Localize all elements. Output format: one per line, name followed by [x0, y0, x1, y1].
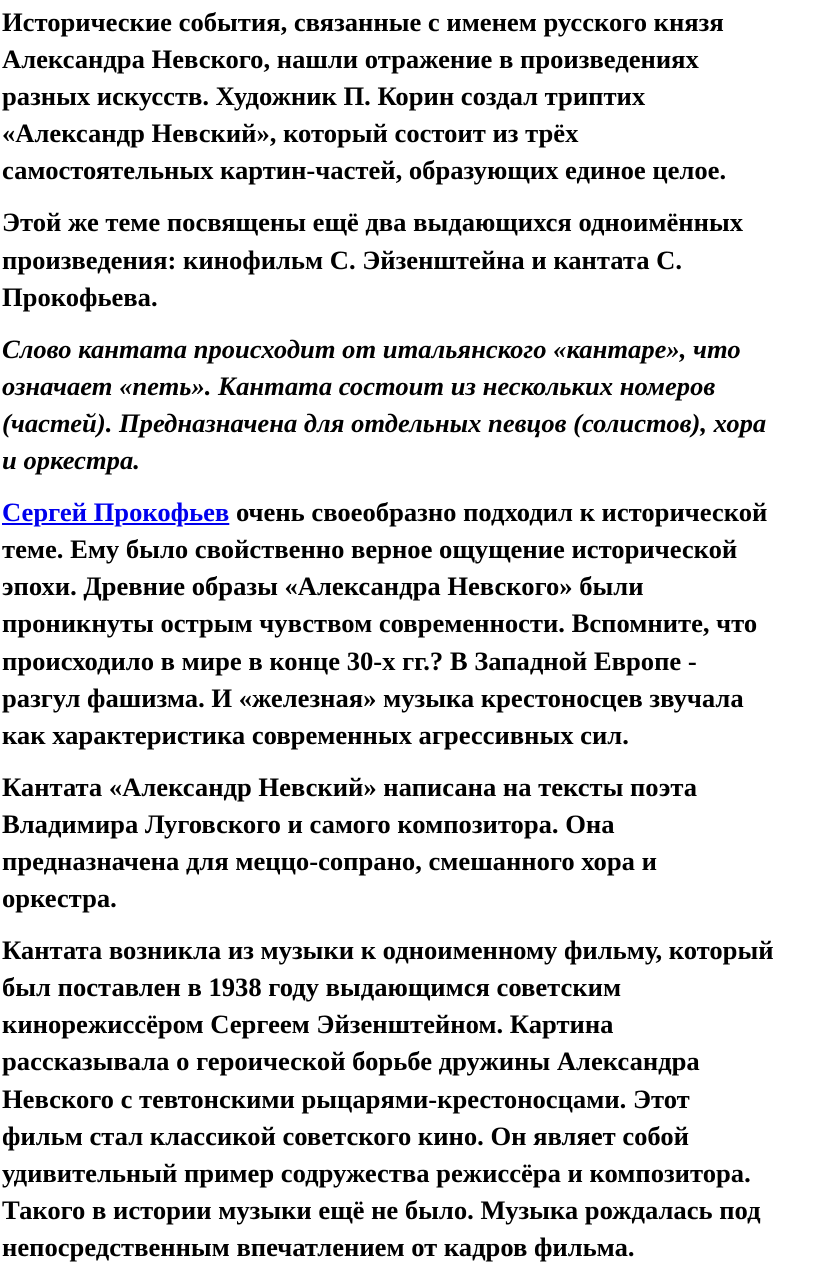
text-line: был поставлен в 1938 году выдающимся советским [2, 972, 622, 1003]
text-line: Кантата «Александр Невский» написана на тексты поэта [2, 771, 698, 802]
text-line: Кантата возникла из музыки к одноименному фильму, который [2, 935, 774, 966]
text-line: Слово кантата происходит от итальянского «кантаре», что [2, 333, 741, 364]
text-line: Исторические события, связанные с именем русского князя [2, 7, 724, 37]
text-line: предназначена для меццо-сопрано, смешанного хора и [2, 845, 657, 876]
text-line: разгул фашизма. И «железная» музыка крестоносцев звучала [2, 682, 744, 713]
text-line: самостоятельных картин-частей, образующих единое целое. [2, 155, 727, 186]
text-line: разных искусств. Художник П. Корин создал триптих [2, 81, 646, 112]
text-line: Такого в истории музыки ещё не было. Музыка рождалась под [2, 1194, 761, 1225]
paragraph-cantata-texts [2, 769, 812, 917]
text-line: Александра Невского, нашли отражение в произведениях [2, 44, 699, 75]
paragraph-triptych [2, 4, 812, 189]
text-line: как характеристика современных агрессивных сил. [2, 719, 629, 750]
text-line: произведения: кинофильм С. Эйзенштейна и кантата С. [2, 244, 683, 275]
text-line: эпохи. Древние образы «Александра Невского» были [2, 571, 644, 602]
text-line: проникнуты острым чувством современности. Вспомните, что [2, 608, 758, 639]
text-fragment: очень своеобразно подходил к исторической [229, 497, 768, 528]
text-line: кинорежиссёром Сергеем Эйзенштейном. Картина [2, 1009, 614, 1040]
paragraph-prokofiev [2, 494, 812, 754]
text-line: «Александр Невский», который состоит из трёх [2, 118, 579, 149]
text-line: фильм стал классикой советского кино. Он являет собой [2, 1120, 689, 1151]
text-line: Владимира Луговского и самого композитора. Она [2, 808, 615, 839]
text-line: означает «петь». Кантата состоит из нескольких номеров [2, 370, 716, 401]
paragraph-film-origin [2, 932, 812, 1266]
text-line: Этой же теме посвящены ещё два выдающихся одноимённых [2, 207, 744, 238]
text-line: и оркестра. [2, 445, 140, 476]
text-line: оркестра. [2, 883, 117, 914]
paragraph-cantata-definition [2, 331, 812, 479]
text-line: Невского с тевтонскими рыцарями-крестоносцами. Этот [2, 1083, 690, 1114]
text-line: теме. Ему было свойственно верное ощущение исторической [2, 534, 738, 565]
text-line [2, 494, 812, 531]
text-line: непосредственным впечатлением от кадров фильма. [2, 1231, 635, 1262]
paragraph-namesake-works [2, 204, 812, 315]
prokofiev-link[interactable]: Сергей Прокофьев [2, 497, 230, 528]
text-line: рассказывала о героической борьбе дружины Александра [2, 1046, 700, 1077]
text-line: (частей). Предназначена для отдельных певцов (солистов), хора [2, 407, 767, 438]
text-line: удивительный пример содружества режиссёра и композитора. [2, 1157, 751, 1188]
text-line: происходило в мире в конце 30-х гг.? В Западной Европе - [2, 645, 697, 676]
text-line: Прокофьева. [2, 281, 158, 312]
